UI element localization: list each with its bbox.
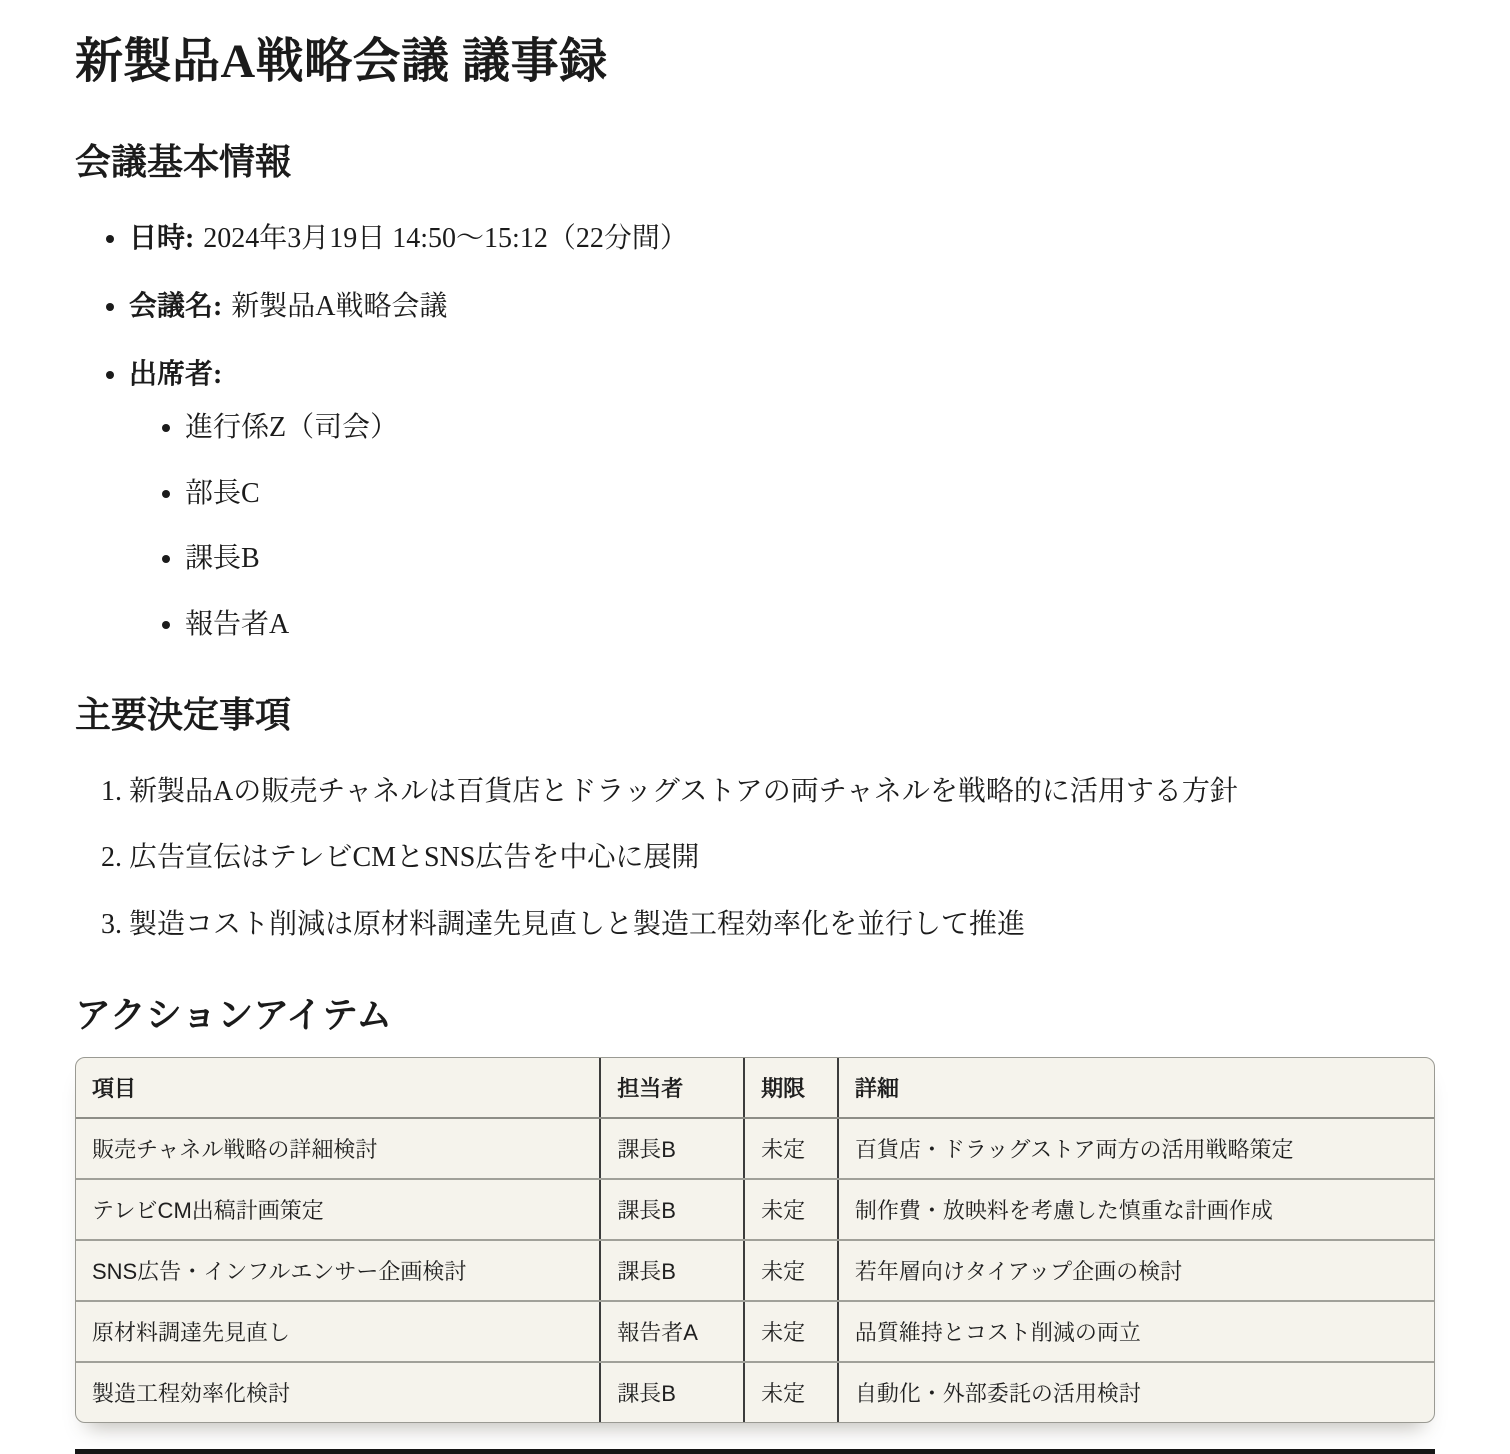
cell-details: 若年層向けタイアップ企画の検討 [838, 1240, 1434, 1301]
cell-deadline: 未定 [744, 1179, 838, 1240]
attendee-item: • 報告者A [185, 608, 1435, 642]
basic-info-list [75, 222, 1435, 641]
list-item-meeting-name [129, 290, 1435, 324]
section-heading-basic-info: 会議基本情報 [75, 142, 292, 183]
col-header-details: 詳細 [838, 1058, 1434, 1118]
list-item-datetime [129, 222, 1435, 256]
cell-deadline: 未定 [744, 1118, 838, 1179]
attendee-item: • 課長B [185, 542, 1435, 576]
cell-owner: 報告者A [600, 1301, 744, 1362]
table-row [76, 1118, 1434, 1179]
table-row [76, 1301, 1434, 1362]
cell-details: 自動化・外部委託の活用検討 [854, 1380, 1141, 1406]
meeting-name-label: 会議名: [129, 290, 223, 322]
decision-item: 1. 新製品Aの販売チャネルは百貨店とドラッグストアの両チャネルを戦略的に活用する方針 [129, 775, 1435, 809]
cell-owner: 課長B [600, 1362, 744, 1422]
datetime-value: 2024年3月19日 14:50〜15:12（22分間） [203, 223, 688, 255]
cell-details: 品質維持とコスト削減の両立 [838, 1301, 1434, 1362]
cell-item: 原材料調達先見直し [76, 1301, 600, 1362]
cell-deadline: 未定 [744, 1240, 838, 1301]
attendees-label: 出席者: [129, 358, 223, 390]
cell-deadline: 未定 [744, 1301, 838, 1362]
cell-item: 販売チャネル戦略の詳細検討 [76, 1118, 600, 1179]
cell-owner: 課長B [600, 1118, 744, 1179]
cell-details: 百貨店・ドラッグストア両方の活用戦略策定 [838, 1118, 1434, 1179]
cell-item: SNS広告・インフルエンサー企画検討 [76, 1240, 600, 1301]
col-header-item: 項目 [76, 1058, 600, 1118]
cell-deadline: 未定 [744, 1362, 838, 1422]
datetime-label: 日時: [129, 223, 195, 255]
table-row [76, 1179, 1434, 1240]
list-item-attendees [129, 358, 1435, 642]
cell-details: 制作費・放映料を考慮した慎重な計画作成 [838, 1179, 1434, 1240]
action-items-table [76, 1058, 1434, 1422]
attendee-item: • 部長C [185, 477, 1435, 511]
cell-item: テレビCM出稿計画策定 [76, 1179, 600, 1240]
action-items-table-container [75, 1057, 1435, 1423]
section-heading-action-items: アクションアイテム [75, 994, 393, 1035]
table-row [76, 1240, 1434, 1301]
document-title: 新製品A戦略会議 議事録 [75, 35, 608, 88]
meeting-name-value: 新製品A戦略会議 [231, 290, 448, 322]
cell-owner: 課長B [600, 1240, 744, 1301]
decision-item: 3. 製造コスト削減は原材料調達先見直しと製造工程効率化を並行して推進 [129, 908, 1435, 942]
section-heading-decisions: 主要決定事項 [75, 694, 292, 735]
attendees-list [129, 411, 1435, 641]
cell-item: 製造工程効率化検討 [76, 1362, 600, 1422]
decisions-list [75, 775, 1435, 942]
bottom-divider [75, 1449, 1435, 1454]
table-header-row [76, 1058, 1434, 1118]
col-header-owner: 担当者 [600, 1058, 744, 1118]
decision-item: 2. 広告宣伝はテレビCMとSNS広告を中心に展開 [129, 841, 1435, 875]
cell-owner: 課長B [600, 1179, 744, 1240]
table-row [76, 1362, 1434, 1422]
attendee-item: • 進行係Z（司会） [185, 411, 1435, 445]
col-header-deadline: 期限 [744, 1058, 838, 1118]
